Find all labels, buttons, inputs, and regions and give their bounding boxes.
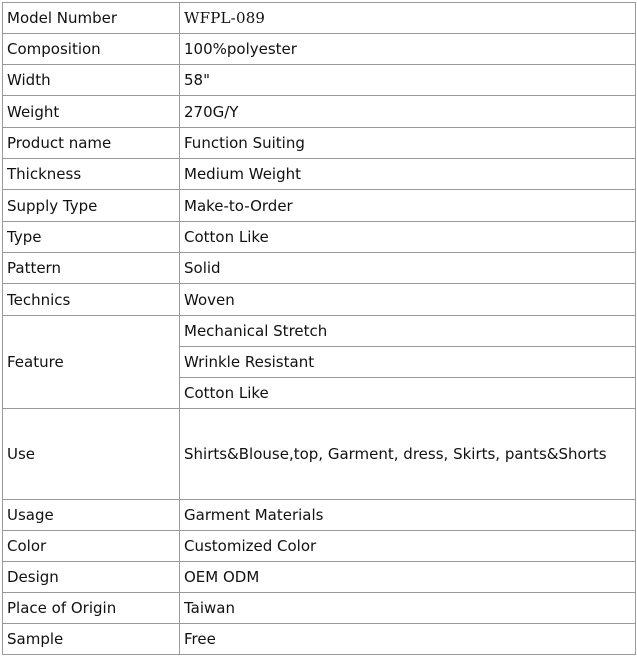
spec-value: Free bbox=[180, 624, 636, 655]
spec-label: Type bbox=[3, 222, 180, 253]
spec-row-width bbox=[3, 65, 636, 96]
spec-value: 270G/Y bbox=[180, 96, 636, 128]
spec-row-sample bbox=[3, 624, 636, 655]
spec-row-thickness bbox=[3, 159, 636, 190]
spec-value: Taiwan bbox=[180, 593, 636, 624]
spec-row-type bbox=[3, 222, 636, 253]
spec-value: Shirts&Blouse,top, Garment, dress, Skirts, pants&Shorts bbox=[180, 409, 636, 500]
spec-value: OEM ODM bbox=[180, 562, 636, 593]
spec-row-pattern bbox=[3, 253, 636, 284]
spec-label: Place of Origin bbox=[3, 593, 180, 624]
spec-value: Medium Weight bbox=[180, 159, 636, 190]
spec-label: Model Number bbox=[3, 3, 180, 34]
spec-value: Woven bbox=[180, 284, 636, 316]
spec-label: Composition bbox=[3, 34, 180, 65]
spec-label: Feature bbox=[3, 316, 180, 409]
spec-label: Supply Type bbox=[3, 190, 180, 222]
spec-row-color bbox=[3, 531, 636, 562]
spec-value: Customized Color bbox=[180, 531, 636, 562]
spec-value: Garment Materials bbox=[180, 500, 636, 531]
spec-row-technics bbox=[3, 284, 636, 316]
spec-value: Mechanical Stretch bbox=[180, 316, 636, 347]
spec-value: WFPL-089 bbox=[180, 3, 636, 34]
spec-label: Color bbox=[3, 531, 180, 562]
spec-row-model-number bbox=[3, 3, 636, 34]
spec-label: Use bbox=[3, 409, 180, 500]
spec-value: Make-to-Order bbox=[180, 190, 636, 222]
spec-label: Technics bbox=[3, 284, 180, 316]
spec-value: Cotton Like bbox=[180, 378, 636, 409]
spec-label: Design bbox=[3, 562, 180, 593]
spec-row-use bbox=[3, 409, 636, 500]
spec-value: 100%polyester bbox=[180, 34, 636, 65]
spec-row-composition bbox=[3, 34, 636, 65]
spec-row-product-name bbox=[3, 128, 636, 159]
spec-label: Pattern bbox=[3, 253, 180, 284]
spec-label: Product name bbox=[3, 128, 180, 159]
spec-row-usage bbox=[3, 500, 636, 531]
spec-value: Function Suiting bbox=[180, 128, 636, 159]
spec-value: Solid bbox=[180, 253, 636, 284]
product-spec-table bbox=[2, 2, 636, 655]
spec-value: 58" bbox=[180, 65, 636, 96]
spec-label: Thickness bbox=[3, 159, 180, 190]
spec-row-place-of-origin bbox=[3, 593, 636, 624]
spec-row-design bbox=[3, 562, 636, 593]
spec-row-feature bbox=[3, 316, 636, 347]
spec-label: Usage bbox=[3, 500, 180, 531]
spec-label: Width bbox=[3, 65, 180, 96]
spec-label: Weight bbox=[3, 96, 180, 128]
spec-value: Cotton Like bbox=[180, 222, 636, 253]
spec-label: Sample bbox=[3, 624, 180, 655]
spec-row-supply-type bbox=[3, 190, 636, 222]
spec-row-weight bbox=[3, 96, 636, 128]
spec-value: Wrinkle Resistant bbox=[180, 347, 636, 378]
